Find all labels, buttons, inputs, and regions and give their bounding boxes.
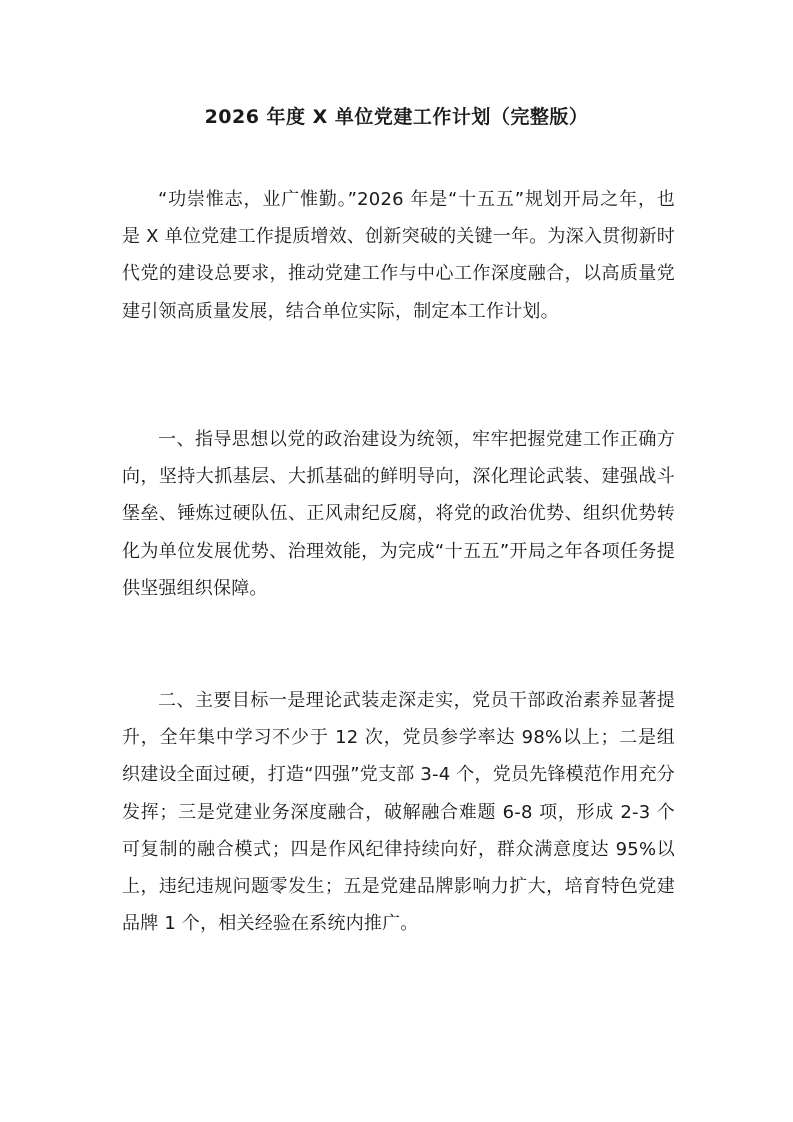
paragraph-intro: “功崇惟志，业广惟勤。”2026 年是“十五五”规划开局之年，也是 X 单位党建工作提质增效、创新突破的关键一年。为深入贯彻新时代党的建设总要求，推动党建工作与中心工作深度融合，以高质量党建引领高质量发展，结合单位实际，制定本工作计划。 bbox=[122, 189, 675, 322]
document-title: 2026 年度 X 单位党建工作计划（完整版） bbox=[204, 106, 589, 128]
paragraph-guiding-ideology: 一、指导思想以党的政治建设为统领，牢牢把握党建工作正确方向，坚持大抓基层、大抓基础的鲜明导向，深化理论武装、建强战斗堡垒、锤炼过硬队伍、正风肃纪反腐，将党的政治优势、组织优势转化为单位发展优势、治理效能，为完成“十五五”开局之年各项任务提供坚强组织保障。 bbox=[122, 429, 675, 599]
paragraph-main-objectives: 二、主要目标一是理论武装走深走实，党员干部政治素养显著提升，全年集中学习不少于 12 次，党员参学率达 98%以上；二是组织建设全面过硬，打造“四强”党支部 3-4 个，党员先锋模范作用充分发挥；三是党建业务深度融合，破解融合难题 6-8 项，形成 2-3 个可复制的融合模式；四是作风纪律持续向好，群众满意度达 95%以上，违纪违规问题零发生；五是党建品牌影响力扩大，培育特色党建品牌 1 个，相关经验在系统内推广。 bbox=[122, 690, 675, 935]
